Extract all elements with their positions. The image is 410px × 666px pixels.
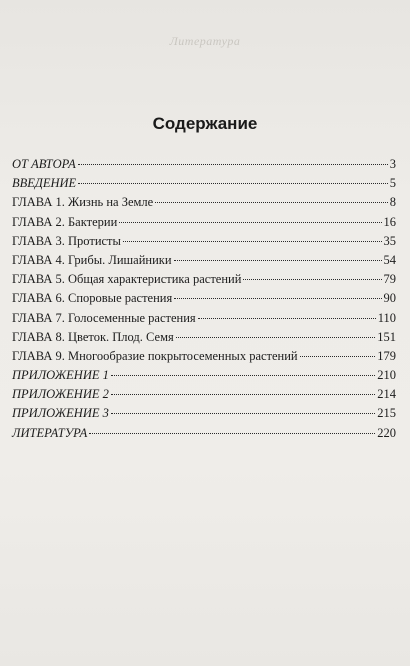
toc-entry: [12, 385, 396, 404]
toc-entry-label: ВВЕДЕНИЕ: [12, 176, 77, 191]
table-of-contents: [12, 155, 396, 443]
dot-leader: [89, 433, 375, 434]
toc-entry: [12, 232, 396, 251]
dot-leader: [243, 279, 381, 280]
dot-leader: [78, 183, 388, 184]
toc-entry: [12, 193, 396, 212]
dot-leader: [300, 356, 376, 357]
toc-entry-page-number: 210: [377, 368, 396, 383]
dot-leader: [119, 222, 381, 223]
toc-entry-label: ГЛАВА 9. Многообразие покрытосеменных растений: [12, 348, 298, 363]
toc-entry: [12, 424, 396, 443]
toc-entry-label: ЛИТЕРАТУРА: [12, 425, 88, 440]
dot-leader: [174, 260, 382, 261]
dot-leader: [123, 241, 382, 242]
dot-leader: [111, 375, 375, 376]
toc-entry-page-number: 16: [383, 214, 396, 229]
dot-leader: [198, 318, 376, 319]
toc-entry: [12, 251, 396, 270]
toc-entry: [12, 404, 396, 423]
toc-entry-label: ГЛАВА 2. Бактерии: [12, 214, 118, 229]
page-title: Содержание: [152, 114, 258, 133]
toc-entry-label: ГЛАВА 5. Общая характеристика растений: [12, 272, 242, 287]
toc-entry-label: ОТ АВТОРА: [12, 157, 76, 171]
toc-entry-label: ПРИЛОЖЕНИЕ 1: [12, 368, 109, 383]
toc-entry-page-number: 8: [389, 195, 396, 210]
toc-entry: [12, 174, 396, 193]
toc-entry-page-number: 220: [377, 425, 396, 440]
toc-entry: [12, 270, 396, 289]
toc-entry-label: ГЛАВА 4. Грибы. Лишайники: [12, 252, 172, 267]
dot-leader: [111, 413, 375, 414]
toc-entry-page-number: 5: [389, 176, 396, 191]
toc-entry-label: ПРИЛОЖЕНИЕ 3: [12, 406, 109, 421]
toc-entry-page-number: 54: [383, 252, 396, 267]
toc-entry-label: ГЛАВА 8. Цветок. Плод. Семя: [12, 329, 174, 344]
toc-entry-page-number: 110: [377, 310, 396, 325]
bleed-through-heading: Литература: [169, 34, 241, 48]
dot-leader: [111, 394, 375, 395]
toc-entry-page-number: 79: [383, 272, 396, 287]
toc-entry: [12, 347, 396, 366]
toc-entry-page-number: 214: [377, 387, 396, 402]
dot-leader: [78, 164, 388, 165]
toc-entry-label: ГЛАВА 3. Протисты: [12, 233, 121, 248]
toc-entry: [12, 366, 396, 385]
dot-leader: [174, 298, 381, 299]
toc-entry-page-number: 35: [383, 233, 396, 248]
toc-entry-label: ГЛАВА 7. Голосеменные растения: [12, 310, 196, 325]
toc-entry: [12, 309, 396, 328]
toc-entry-label: ПРИЛОЖЕНИЕ 2: [12, 387, 109, 402]
toc-entry: [12, 213, 396, 232]
toc-entry: [12, 328, 396, 347]
toc-entry-label: ГЛАВА 6. Споровые растения: [12, 291, 173, 306]
toc-entry-page-number: 179: [377, 348, 396, 363]
toc-entry-page-number: 90: [383, 291, 396, 306]
dot-leader: [155, 202, 388, 203]
toc-entry: [12, 155, 396, 174]
toc-entry-page-number: 3: [389, 157, 396, 171]
toc-entry-label: ГЛАВА 1. Жизнь на Земле: [12, 195, 154, 210]
toc-entry-page-number: 215: [377, 406, 396, 421]
dot-leader: [176, 337, 376, 338]
toc-entry-page-number: 151: [377, 329, 396, 344]
toc-entry: [12, 289, 396, 308]
